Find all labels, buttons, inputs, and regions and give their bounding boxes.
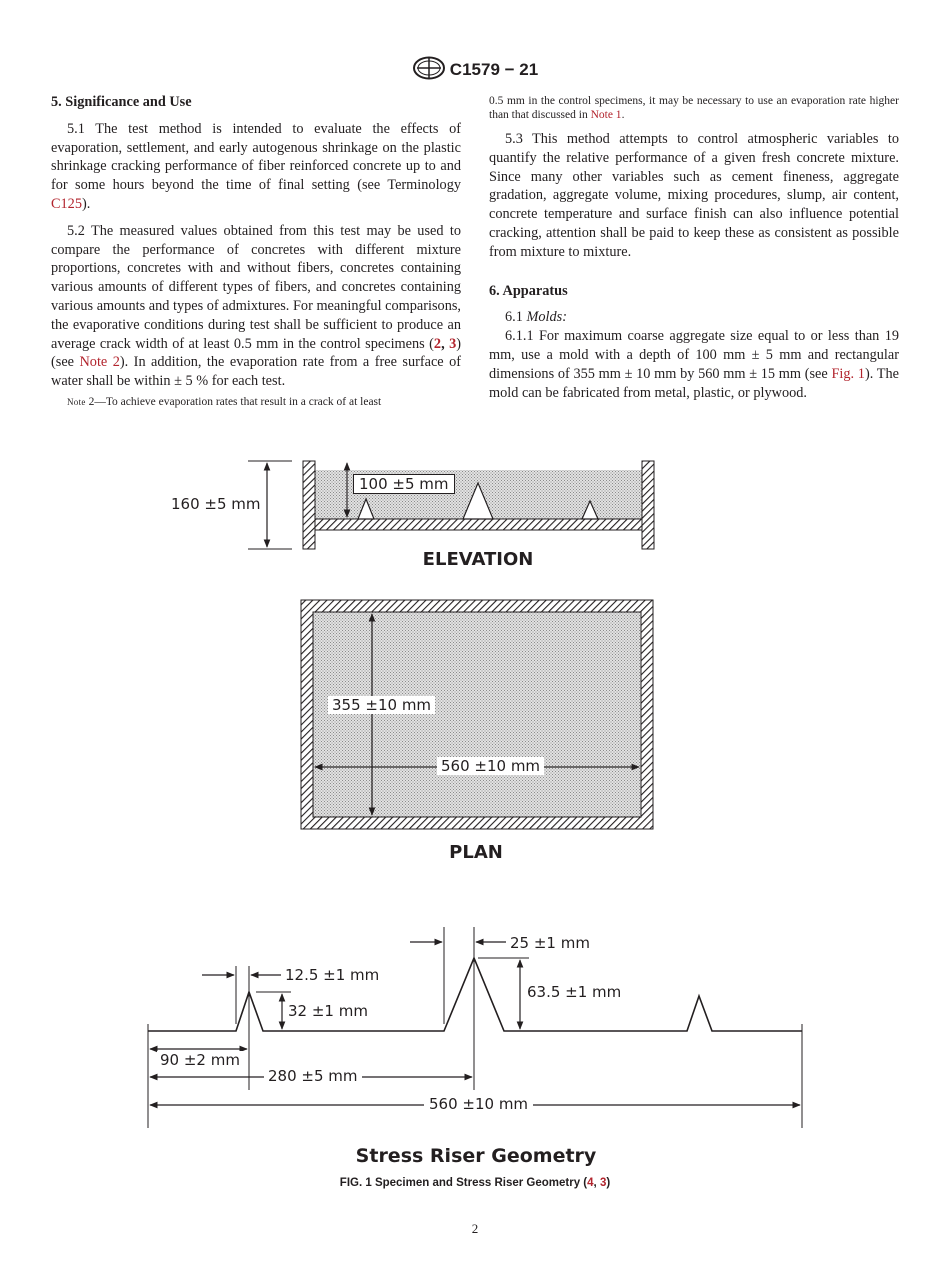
position-280-label: 280 ±5 mm <box>264 1067 362 1085</box>
paragraph-5-3: 5.3 This method attempts to control atmospheric variables to quantify the relative performance of a given fresh concrete mixture. Since many other variables such as cement fineness, aggregate gradation, aggregate volume, mixing procedures, slump, air content, concrete temperature and surface finish can also influence potential cracking, attention shall be paid to keep these as consistent as possible from mixture to mixture. <box>489 131 899 260</box>
large-riser-width-label: 25 ±1 mm <box>507 934 593 952</box>
elevation-right-wall <box>642 461 654 549</box>
riser-profile-line <box>148 958 802 1031</box>
note-1-link[interactable]: Note 1 <box>590 109 622 121</box>
note-2: Note 2—To achieve evaporation rates that result in a crack of at least <box>67 395 382 408</box>
plan-view <box>301 600 653 829</box>
plan-concrete-area <box>313 612 641 817</box>
stress-riser-title: Stress Riser Geometry <box>355 1145 597 1167</box>
paragraph-5-2: 5.2 The measured values obtained from this test may be used to compare the performance of concretes with different mixture proportions, concretes with and without fibers, concretes containing various amounts of different types of fibers, and concretes containing various amounts and types of admixtures. For meaningful comparisons, the evaporative conditions during test shall be sufficient to produce an average crack width of at least 0.5 mm in the control specimens (2, 3) (see Note 2). In addition, the evaporation rate from a free surface of water shall be within ± 5 % for each test. <box>51 222 462 390</box>
paragraph-6-1: 6.1 Molds: <box>505 309 567 326</box>
section-6-heading: 6. Apparatus <box>489 282 568 299</box>
total-length-label: 560 ±10 mm <box>424 1095 533 1113</box>
elevation-depth-label: 100 ±5 mm <box>353 474 455 494</box>
ref-2-link[interactable]: 2 <box>433 335 442 352</box>
large-riser-height-label: 63.5 ±1 mm <box>524 983 624 1001</box>
elevation-left-wall <box>303 461 315 549</box>
elevation-title: ELEVATION <box>422 549 534 570</box>
c125-link[interactable]: C125 <box>51 195 82 212</box>
small-riser-width-label: 12.5 ±1 mm <box>282 966 382 984</box>
ref-4-link[interactable]: 4 <box>587 1177 594 1189</box>
plan-length-label: 560 ±10 mm <box>437 757 544 775</box>
fig-1-link[interactable]: Fig. 1 <box>831 365 865 382</box>
elevation-height-label: 160 ±5 mm <box>171 495 261 513</box>
note-2-continued: 0.5 mm in the control specimens, it may be necessary to use an evaporation rate higher than that discussed in Note 1. <box>489 95 899 121</box>
plan-title: PLAN <box>449 842 503 863</box>
paragraph-6-1-1: 6.1.1 For maximum coarse aggregate size equal to or less than 19 mm, use a mold with a depth of 100 mm ± 5 mm and rectangular dimensions of 355 mm ± 10 mm by 560 mm ± 15 mm (see Fig. 1). The mold can be fabricated from metal, plastic, or plywood. <box>489 328 899 401</box>
note-2-link[interactable]: Note 2 <box>79 354 120 371</box>
plan-width-label: 355 ±10 mm <box>328 696 435 714</box>
position-90-label: 90 ±2 mm <box>157 1051 243 1069</box>
figure-caption: FIG. 1 Specimen and Stress Riser Geometry (4, 3) <box>339 1177 611 1189</box>
page-number: 2 <box>471 1221 479 1236</box>
paragraph-5-1: 5.1 The test method is intended to evaluate the effects of evaporation, settlement, and early autogenous shrinkage on the plastic shrinkage cracking performance of fiber reinforced concrete up to and for some hours beyond the time of final setting (see Terminology C125). <box>51 120 461 212</box>
small-riser-height-label: 32 ±1 mm <box>285 1002 371 1020</box>
ref-3-caption-link[interactable]: 3 <box>599 1177 607 1189</box>
standard-designation: C1579 − 21 <box>449 59 539 79</box>
elevation-base-plate <box>315 519 642 530</box>
section-5-heading: 5. Significance and Use <box>51 94 192 110</box>
ref-3-link[interactable]: 3 <box>449 335 457 352</box>
